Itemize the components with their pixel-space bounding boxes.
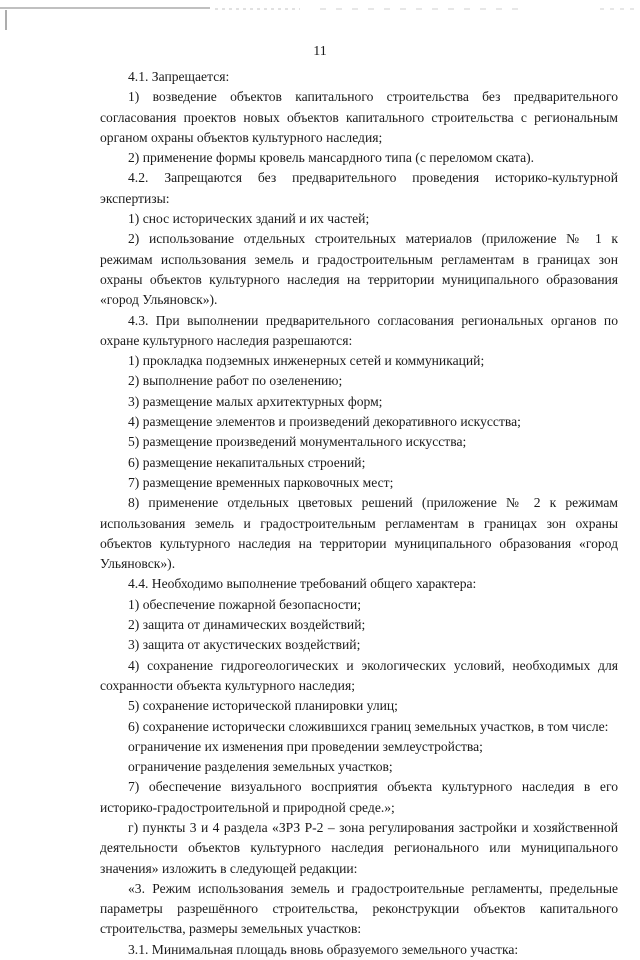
list-item: 1) прокладка подземных инженерных сетей и коммуникаций; — [128, 353, 485, 369]
list-item: 2) выполнение работ по озеленению; — [128, 373, 343, 389]
section-3-1-heading: 3.1. Минимальная площадь вновь образуемого земельного участка: — [128, 941, 519, 957]
list-item: 4) размещение элементов и произведений декоративного искусства; — [128, 414, 521, 430]
list-item: 8) применение отдельных цветовых решений (приложение № 2 к режимам использования земель и градостроительным регламентам в границах зон охраны объектов культурного наследия на территории муниципального образования «город Ульяновск»). — [100, 495, 618, 572]
list-item: 7) размещение временных парковочных мест; — [128, 474, 394, 490]
list-item: 5) размещение произведений монументального искусства; — [128, 434, 467, 450]
document-body — [100, 67, 618, 960]
list-item: 6) сохранение исторически сложившихся границ земельных участков, в том числе: — [128, 718, 609, 734]
list-item: ограничение разделения земельных участков; — [128, 759, 393, 775]
list-item: 5) сохранение исторической планировки улиц; — [128, 698, 398, 714]
list-item: 3) защита от акустических воздействий; — [128, 637, 361, 653]
paragraph: 2) применение формы кровель мансардного типа (с переломом ската). — [128, 150, 535, 166]
paragraph: 1) возведение объектов капитального строительства без предварительного согласования проектов новых объектов капитального строительства с региональным органом охраны объектов культурного наследия; — [100, 89, 618, 145]
list-item: 2) защита от динамических воздействий; — [128, 617, 366, 633]
list-item: 1) обеспечение пожарной безопасности; — [128, 596, 361, 612]
page-number: 11 — [313, 44, 327, 59]
list-item: 7) обеспечение визуального восприятия объекта культурного наследия в его историко-градостроительной и природной среде.»; — [100, 779, 618, 815]
paragraph: 1) снос исторических зданий и их частей; — [128, 211, 370, 227]
section-4-2-heading: 4.2. Запрещаются без предварительного проведения историко-культурной экспертизы: — [100, 170, 618, 206]
list-item: ограничение их изменения при проведении землеустройства; — [128, 738, 483, 754]
list-item: 6) размещение некапитальных строений; — [128, 454, 366, 470]
section-4-1-heading: 4.1. Запрещается: — [128, 69, 230, 84]
list-item: 4) сохранение гидрогеологических и экологических условий, необходимых для сохранности объекта культурного наследия; — [100, 657, 618, 693]
section-4-4-heading: 4.4. Необходимо выполнение требований общего характера: — [128, 576, 477, 592]
paragraph: г) пункты 3 и 4 раздела «ЗРЗ Р-2 – зона регулирования застройки и хозяйственной деятельности объектов культурного наследия регионального или муниципального значения» изложить в следующей редакции: — [100, 819, 618, 876]
scan-edge-marks — [0, 0, 640, 40]
list-item: 3) размещение малых архитектурных форм; — [128, 393, 383, 409]
paragraph: 2) использование отдельных строительных материалов (приложение № 1 к режимам использования земель и градостроительным регламентам в границах зон охраны объектов культурного наследия на территории муниципального образования «город Ульяновск»). — [100, 231, 618, 308]
section-4-3-heading: 4.3. При выполнении предварительного согласования региональных органов по охране культурного наследия разрешаются: — [100, 312, 618, 348]
section-3-heading: «3. Режим использования земель и градостроительные регламенты, предельные параметры разрешённого строительства, реконструкции объектов капитального строительства, размеры земельных участков: — [100, 880, 618, 937]
